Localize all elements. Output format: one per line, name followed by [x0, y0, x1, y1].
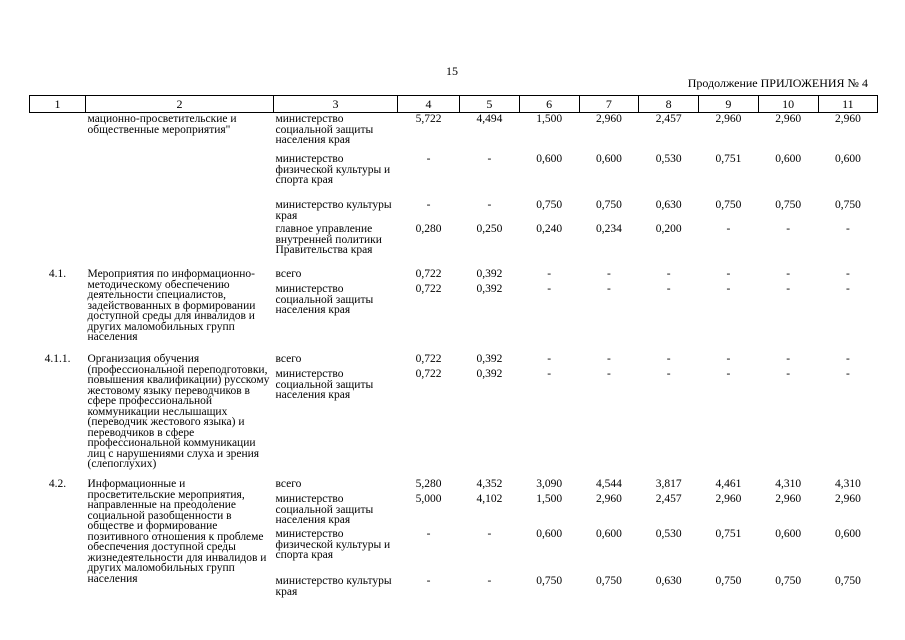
- table-row: [30, 153, 878, 199]
- value-cell: 3,090: [536, 478, 563, 490]
- value-cell: 4,494: [476, 113, 503, 125]
- row-number: [30, 223, 86, 268]
- value-cell: 0,750: [715, 575, 742, 587]
- value-cell: 0,750: [595, 199, 622, 211]
- value-cell: -: [845, 368, 850, 380]
- value-cell: 0,750: [536, 575, 563, 587]
- value-cell: -: [786, 368, 791, 380]
- value-cell: -: [845, 268, 850, 280]
- value-cell: 0,600: [595, 153, 622, 165]
- value-cell: 0,392: [476, 368, 503, 380]
- value-cell: 1,500: [536, 493, 563, 505]
- value-cell: 3,817: [655, 478, 682, 490]
- value-cell: 0,722: [415, 268, 442, 280]
- value-cell: 0,600: [775, 153, 802, 165]
- value-cell: -: [666, 368, 671, 380]
- value-cell: 0,750: [595, 575, 622, 587]
- value-cell: 2,960: [715, 113, 742, 125]
- appendix-table: [29, 95, 878, 607]
- value-cell: -: [426, 575, 431, 587]
- value-cell: -: [426, 153, 431, 165]
- value-cell: -: [726, 223, 731, 235]
- row-description: [86, 199, 274, 223]
- value-cell: 5,722: [415, 113, 442, 125]
- value-cell: -: [606, 368, 611, 380]
- value-cell: -: [487, 199, 492, 211]
- value-cell: -: [786, 353, 791, 365]
- page-number: 15: [446, 64, 458, 78]
- value-cell: 4,352: [476, 478, 503, 490]
- column-header: 5: [460, 96, 520, 113]
- row-number: [30, 199, 86, 223]
- column-header: 2: [86, 96, 274, 113]
- value-cell: 0,200: [655, 223, 682, 235]
- column-header: 1: [30, 96, 86, 113]
- value-cell: 4,461: [715, 478, 742, 490]
- row-executor: министерство социальной защиты населения края: [275, 368, 374, 401]
- value-cell: -: [606, 268, 611, 280]
- column-header: 7: [579, 96, 639, 113]
- value-cell: -: [726, 283, 731, 295]
- table-row: [30, 223, 878, 268]
- table-row: [30, 353, 878, 368]
- value-cell: -: [547, 283, 552, 295]
- value-cell: 0,750: [536, 199, 563, 211]
- value-cell: 4,544: [595, 478, 622, 490]
- row-number: 4.1.: [48, 268, 67, 280]
- row-number: [30, 153, 86, 199]
- value-cell: 0,722: [415, 283, 442, 295]
- value-cell: 0,750: [775, 575, 802, 587]
- column-header: 8: [639, 96, 699, 113]
- value-cell: -: [487, 575, 492, 587]
- row-number: 4.1.1.: [44, 353, 71, 365]
- value-cell: 4,102: [476, 493, 503, 505]
- value-cell: -: [786, 223, 791, 235]
- column-header: 11: [818, 96, 878, 113]
- value-cell: 4,310: [775, 478, 802, 490]
- value-cell: -: [666, 353, 671, 365]
- value-cell: -: [726, 368, 731, 380]
- value-cell: 0,600: [834, 528, 861, 540]
- row-executor: министерство культуры края: [275, 199, 392, 222]
- column-header: 3: [274, 96, 398, 113]
- value-cell: -: [487, 153, 492, 165]
- row-executor: всего: [275, 478, 302, 490]
- value-cell: -: [845, 353, 850, 365]
- row-executor: министерство физической культуры и спорта края: [275, 528, 391, 561]
- value-cell: 0,392: [476, 283, 503, 295]
- value-cell: 0,630: [655, 199, 682, 211]
- value-cell: -: [426, 528, 431, 540]
- value-cell: 1,500: [536, 113, 563, 125]
- value-cell: 0,600: [536, 528, 563, 540]
- row-number: 4.2.: [48, 478, 67, 490]
- value-cell: 0,750: [834, 575, 861, 587]
- value-cell: -: [845, 223, 850, 235]
- value-cell: -: [666, 283, 671, 295]
- table-row: [30, 268, 878, 283]
- row-executor: главное управление внутренней политики Правительства края: [275, 223, 382, 256]
- value-cell: -: [726, 268, 731, 280]
- value-cell: -: [786, 283, 791, 295]
- value-cell: 0,600: [536, 153, 563, 165]
- value-cell: 0,600: [595, 528, 622, 540]
- value-cell: 5,280: [415, 478, 442, 490]
- row-executor: всего: [275, 268, 302, 280]
- row-executor: министерство социальной защиты населения края: [275, 283, 374, 316]
- value-cell: -: [845, 283, 850, 295]
- column-header: 10: [758, 96, 818, 113]
- value-cell: 2,457: [655, 113, 682, 125]
- value-cell: 0,530: [655, 153, 682, 165]
- value-cell: 0,600: [834, 153, 861, 165]
- value-cell: 0,530: [655, 528, 682, 540]
- value-cell: 0,751: [715, 153, 742, 165]
- column-header: 6: [519, 96, 579, 113]
- row-description: [86, 223, 274, 268]
- value-cell: 5,000: [415, 493, 442, 505]
- row-executor: всего: [275, 353, 302, 365]
- value-cell: 0,750: [715, 199, 742, 211]
- row-executor: министерство физической культуры и спорта края: [275, 153, 391, 186]
- column-number-row: [30, 96, 878, 113]
- column-header: 4: [398, 96, 460, 113]
- value-cell: 0,392: [476, 353, 503, 365]
- value-cell: 2,960: [834, 113, 861, 125]
- table-row: [30, 113, 878, 154]
- value-cell: -: [547, 268, 552, 280]
- value-cell: -: [786, 268, 791, 280]
- value-cell: -: [547, 368, 552, 380]
- value-cell: 0,234: [595, 223, 622, 235]
- value-cell: 2,960: [595, 113, 622, 125]
- value-cell: 0,600: [775, 528, 802, 540]
- value-cell: 4,310: [834, 478, 861, 490]
- row-executor: министерство социальной защиты населения края: [275, 113, 374, 146]
- value-cell: -: [547, 353, 552, 365]
- value-cell: 2,960: [595, 493, 622, 505]
- value-cell: 0,280: [415, 223, 442, 235]
- value-cell: -: [666, 268, 671, 280]
- value-cell: 0,630: [655, 575, 682, 587]
- value-cell: -: [726, 353, 731, 365]
- value-cell: 2,457: [655, 493, 682, 505]
- row-number: [30, 113, 86, 154]
- row-description: Организация обучения (профессиональной переподготовки, повышения квалификации) русскому жестовому языку переводчиков в сфере профессиональной коммуникации неслышащих (переводчик жестового языка) и переводчиков в сфере профессиональной коммуникации лиц с нарушениями слуха и зрения (слепоглухих): [87, 353, 270, 470]
- value-cell: -: [606, 283, 611, 295]
- value-cell: 0,392: [476, 268, 503, 280]
- row-description: Информационные и просветительские мероприятия, направленные на преодоление социальной разобщенности в обществе и формирование позитивного отношения к проблеме обеспечения доступной среды жизнедеятельности для инвалидов и других маломобильных групп населения: [87, 478, 267, 585]
- row-description: мационно-просветительские и общественные мероприятия": [87, 113, 237, 136]
- value-cell: 0,750: [775, 199, 802, 211]
- value-cell: 2,960: [775, 113, 802, 125]
- column-header: 9: [699, 96, 759, 113]
- value-cell: 2,960: [834, 493, 861, 505]
- value-cell: -: [487, 528, 492, 540]
- row-description: Мероприятия по информационно-методическому обеспечению деятельности специалистов, задействованных в формировании доступной среды для инвалидов и других маломобильных групп населения: [87, 268, 256, 343]
- row-executor: министерство культуры края: [275, 575, 392, 598]
- value-cell: -: [426, 199, 431, 211]
- continuation-title: Продолжение ПРИЛОЖЕНИЯ № 4: [687, 76, 868, 90]
- row-description: [86, 153, 274, 199]
- value-cell: 2,960: [775, 493, 802, 505]
- value-cell: 2,960: [715, 493, 742, 505]
- value-cell: 0,722: [415, 353, 442, 365]
- row-executor: министерство социальной защиты населения края: [275, 493, 374, 526]
- value-cell: -: [606, 353, 611, 365]
- table-row: [30, 199, 878, 223]
- value-cell: 0,240: [536, 223, 563, 235]
- table-row: [30, 478, 878, 493]
- value-cell: 0,751: [715, 528, 742, 540]
- value-cell: 0,250: [476, 223, 503, 235]
- value-cell: 0,722: [415, 368, 442, 380]
- value-cell: 0,750: [834, 199, 861, 211]
